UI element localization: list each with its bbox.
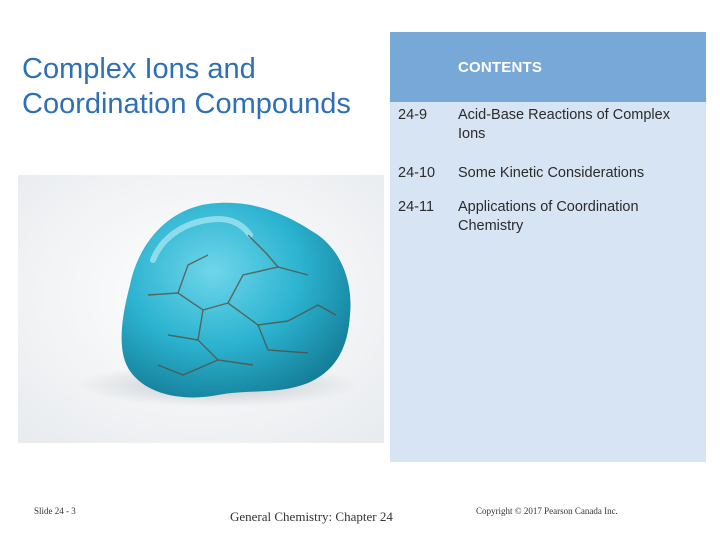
contents-item-text: Applications of Coordination Chemistry — [458, 199, 639, 234]
copyright-footer: Copyright © 2017 Pearson Canada Inc. — [476, 506, 618, 516]
contents-item-number: 24-10 — [398, 165, 436, 181]
contents-item-number: 24-11 — [398, 199, 435, 215]
slide-title-line-2: Coordination Compounds — [22, 88, 351, 120]
contents-item-number: 24-9 — [398, 107, 428, 123]
slide-title-line-1: Complex Ions and — [22, 53, 256, 85]
slide-number: Slide 24 - 3 — [34, 506, 76, 516]
course-footer: General Chemistry: Chapter 24 — [230, 509, 393, 524]
contents-header — [390, 32, 706, 102]
contents-item-text: Some Kinetic Considerations — [458, 165, 645, 181]
turquoise-mineral-photo — [18, 175, 384, 443]
contents-title: CONTENTS — [458, 59, 543, 76]
contents-panel — [390, 32, 706, 462]
contents-item-text: Acid-Base Reactions of Complex Ions — [458, 107, 670, 142]
slide-title — [22, 52, 351, 122]
